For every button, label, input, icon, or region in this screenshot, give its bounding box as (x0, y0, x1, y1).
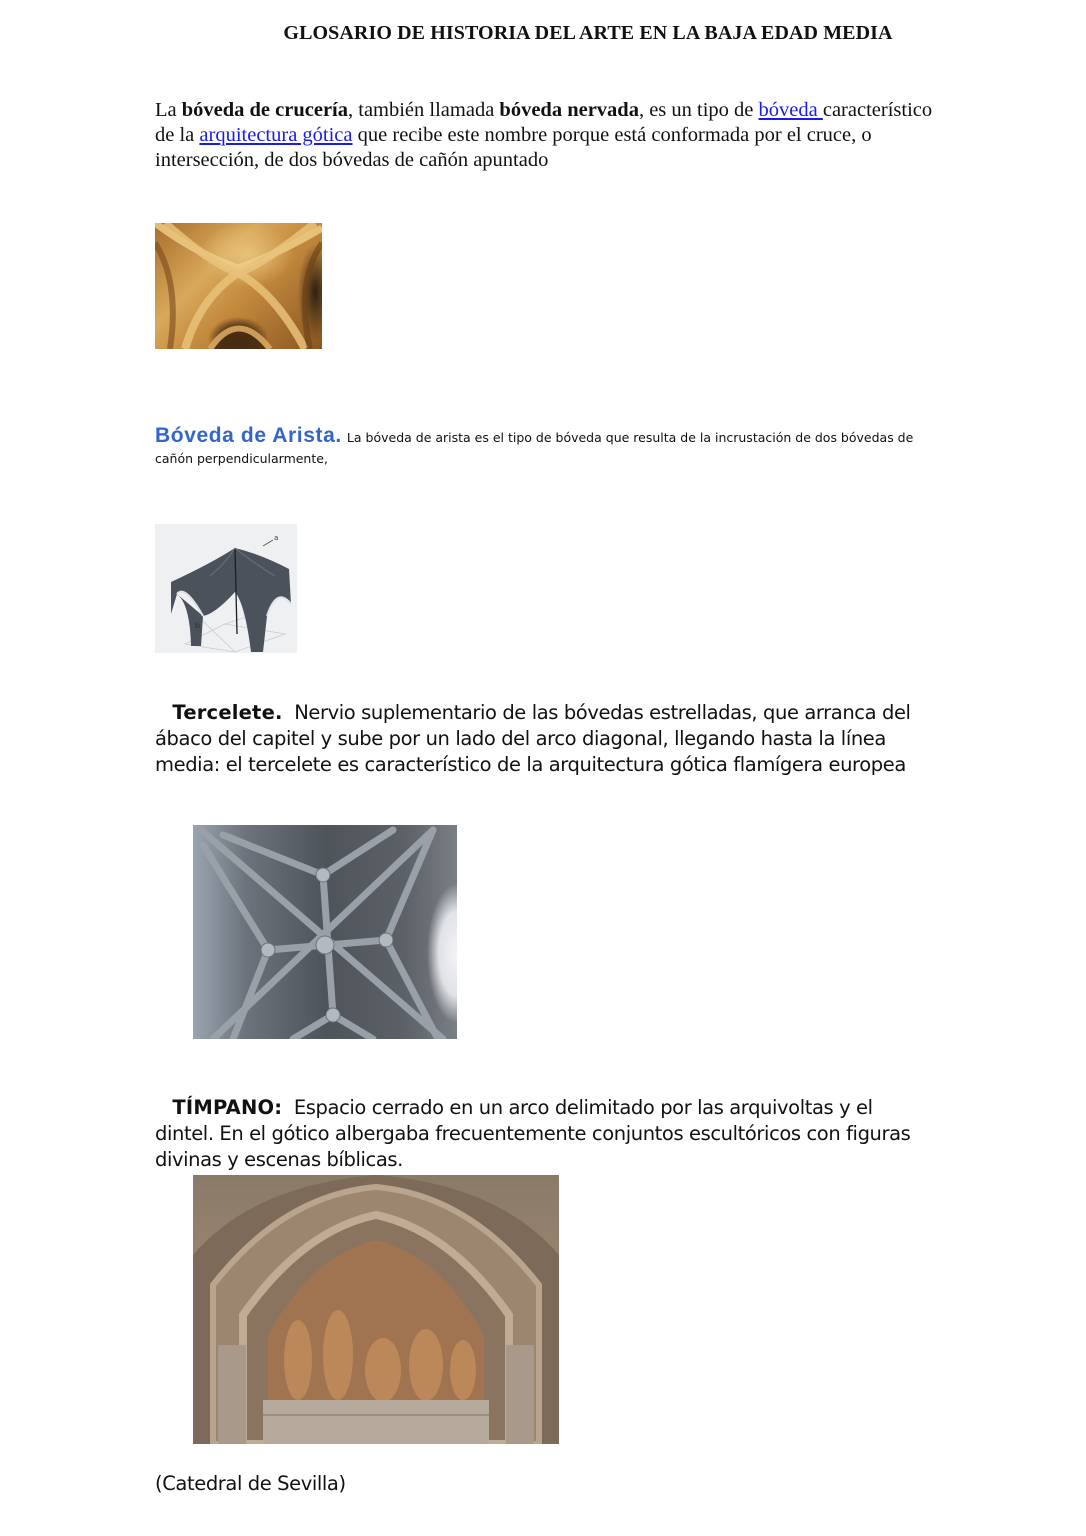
term-timpano: TÍMPANO: (172, 1096, 283, 1119)
image-boveda-arista-diagram (155, 524, 297, 653)
cruceria-text-1: , también llamada (348, 99, 500, 121)
star-vault-illustration (193, 825, 457, 1039)
cruceria-paragraph (155, 98, 935, 173)
cruceria-text-4: que recibe este nombre porque está conformada por el cruce, o intersección, de dos bóvedas de cañón apuntado (155, 124, 872, 171)
link-arquitectura-gotica[interactable]: arquitectura gótica (199, 124, 353, 146)
diagram-label-b: b (195, 621, 201, 630)
document-title: GLOSARIO DE HISTORIA DEL ARTE EN LA BAJA EDAD MEDIA (283, 22, 893, 44)
arista-definition: La bóveda de arista es el tipo de bóveda que resulta de la incrustación de dos bóvedas de cañón perpendicularmente, (155, 430, 914, 466)
link-boveda[interactable]: bóveda (758, 99, 823, 121)
cruceria-intro: La (155, 99, 182, 121)
image-timpano-sevilla (193, 1175, 559, 1444)
term-tercelete: Tercelete. (172, 701, 283, 724)
cruceria-text-3: característico de la (155, 99, 933, 146)
term-boveda-nervada: bóveda nervada (499, 99, 639, 121)
image-boveda-cruceria (155, 223, 322, 349)
timpano-entry (155, 1095, 915, 1173)
tympanum-illustration (193, 1175, 559, 1444)
tercelete-entry (155, 700, 945, 778)
cruceria-text-2: , es un tipo de (638, 99, 759, 121)
arista-entry (155, 426, 935, 469)
cross-vault-illustration (155, 223, 322, 349)
diagram-label-a: a (274, 534, 279, 542)
term-boveda-cruceria: bóveda de crucería (181, 99, 348, 121)
groin-vault-diagram (155, 524, 297, 653)
tercelete-definition: Nervio suplementario de las bóvedas estrelladas, que arranca del ábaco del capitel y sube por un lado del arco diagonal, llegando hasta la línea media: el tercelete es característico de la arquitectura gótica flamígera europea (155, 701, 911, 776)
image-tercelete-vault (193, 825, 457, 1039)
timpano-definition: Espacio cerrado en un arco delimitado por las arquivoltas y el dintel. En el gótico albergaba frecuentemente conjuntos escultóricos con figuras divinas y escenas bíblicas. (155, 1096, 911, 1171)
heading-boveda-arista: Bóveda de Arista. (155, 424, 342, 447)
image-caption: (Catedral de Sevilla) (155, 1472, 346, 1495)
